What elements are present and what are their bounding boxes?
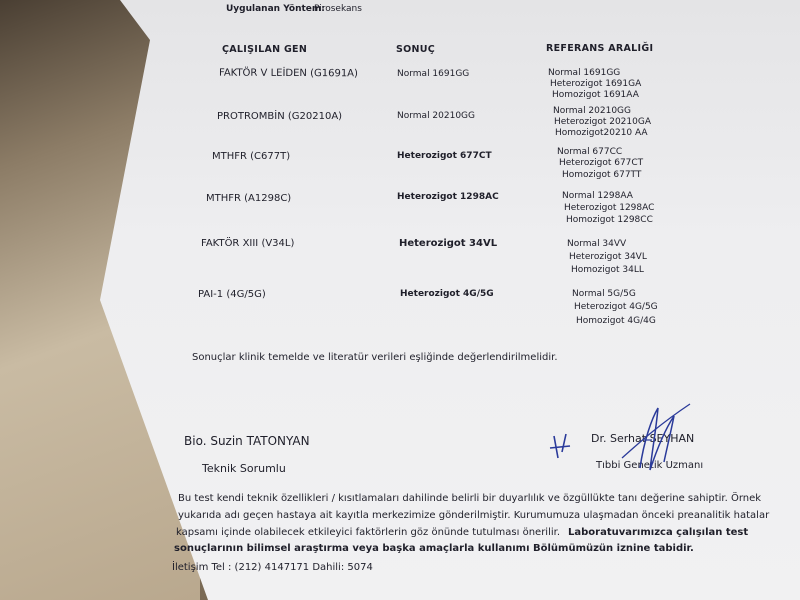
reference-homozygous: Homozigot 4G/4G bbox=[576, 316, 656, 326]
reference-heterozygous: Heterozigot 677CT bbox=[559, 158, 644, 168]
reference-heterozygous: Heterozigot 34VL bbox=[569, 252, 647, 262]
reference-normal: Normal 34VV bbox=[567, 239, 627, 249]
result-value: Heterozigot 1298AC bbox=[397, 192, 499, 202]
reference-normal: Normal 1691GG bbox=[548, 68, 621, 78]
reference-homozygous: Homozigot20210 AA bbox=[555, 128, 648, 138]
result-value: Normal 20210GG bbox=[397, 111, 476, 121]
signatory-left-title: Teknik Sorumlu bbox=[202, 462, 286, 475]
reference-heterozygous: Heterozigot 1691GA bbox=[550, 79, 642, 89]
reference-homozygous: Homozigot 1691AA bbox=[552, 90, 639, 100]
evaluation-note: Sonuçlar klinik temelde ve literatür verileri eşliğinde değerlendirilmelidir. bbox=[192, 352, 558, 363]
signatory-left-name: Bio. Suzin TATONYAN bbox=[184, 434, 310, 448]
header-gene: ÇALIŞILAN GEN bbox=[222, 44, 308, 55]
method-label: Uygulanan Yöntem: bbox=[226, 4, 325, 14]
reference-homozygous: Homozigot 677TT bbox=[562, 170, 642, 180]
disclaimer-line-3: kapsamı içinde olabilecek etkileyici faktörlerin göz önünde tutulması önerilir. bbox=[176, 527, 561, 538]
gene-name: PROTROMBİN (G20210A) bbox=[217, 111, 343, 122]
gene-name: FAKTÖR XIII (V34L) bbox=[201, 238, 295, 249]
gene-name: MTHFR (A1298C) bbox=[206, 193, 292, 204]
disclaimer-line-1: Bu test kendi teknik özellikleri / kısıtlamaları dahilinde belirli bir duyarlılık ve özgüllükte tanı değerine sahiptir. Örnek bbox=[178, 493, 762, 504]
reference-normal: Normal 5G/5G bbox=[572, 289, 636, 299]
reference-normal: Normal 677CC bbox=[557, 147, 623, 157]
reference-normal: Normal 20210GG bbox=[553, 106, 632, 116]
reference-normal: Normal 1298AA bbox=[562, 191, 633, 201]
reference-homozygous: Homozigot 34LL bbox=[571, 265, 644, 275]
header-result: SONUÇ bbox=[396, 44, 436, 55]
header-reference: REFERANS ARALIĞI bbox=[546, 43, 654, 54]
gene-name: PAI-1 (4G/5G) bbox=[198, 289, 266, 300]
result-value: Normal 1691GG bbox=[397, 69, 470, 79]
disclaimer-line-4: sonuçlarının bilimsel araştırma veya başka amaçlarla kullanımı Bölümümüzün iznine tabidir. bbox=[174, 543, 694, 554]
result-value: Heterozigot 4G/5G bbox=[400, 289, 494, 299]
gene-name: FAKTÖR V LEİDEN (G1691A) bbox=[218, 67, 358, 80]
reference-heterozygous: Heterozigot 4G/5G bbox=[574, 302, 658, 312]
result-value: Heterozigot 34VL bbox=[399, 238, 498, 249]
reference-heterozygous: Heterozigot 1298AC bbox=[564, 203, 655, 213]
reference-heterozygous: Heterozigot 20210GA bbox=[554, 117, 651, 127]
signature-scribble bbox=[540, 400, 710, 500]
disclaimer-line-3-bold: Laboratuvarımızca çalışılan test bbox=[568, 527, 749, 538]
disclaimer-line-2: yukarıda adı geçen hastaya ait kayıtla merkezimize gönderilmiştir. Kurumumuza ulaşmadan önceki preanalitik hatalar bbox=[178, 510, 770, 521]
result-value: Heterozigot 677CT bbox=[397, 151, 492, 161]
reference-homozygous: Homozigot 1298CC bbox=[566, 215, 653, 225]
contact-phone: İletişim Tel : (212) 4147171 Dahili: 5074 bbox=[172, 562, 373, 573]
method-value: Pirosekans bbox=[314, 4, 362, 14]
gene-name: MTHFR (C677T) bbox=[212, 151, 291, 162]
signatory-right-name: Dr. Serhat SEYHAN bbox=[591, 432, 695, 445]
signatory-right-title: Tıbbi Genetik Uzmanı bbox=[596, 460, 704, 471]
